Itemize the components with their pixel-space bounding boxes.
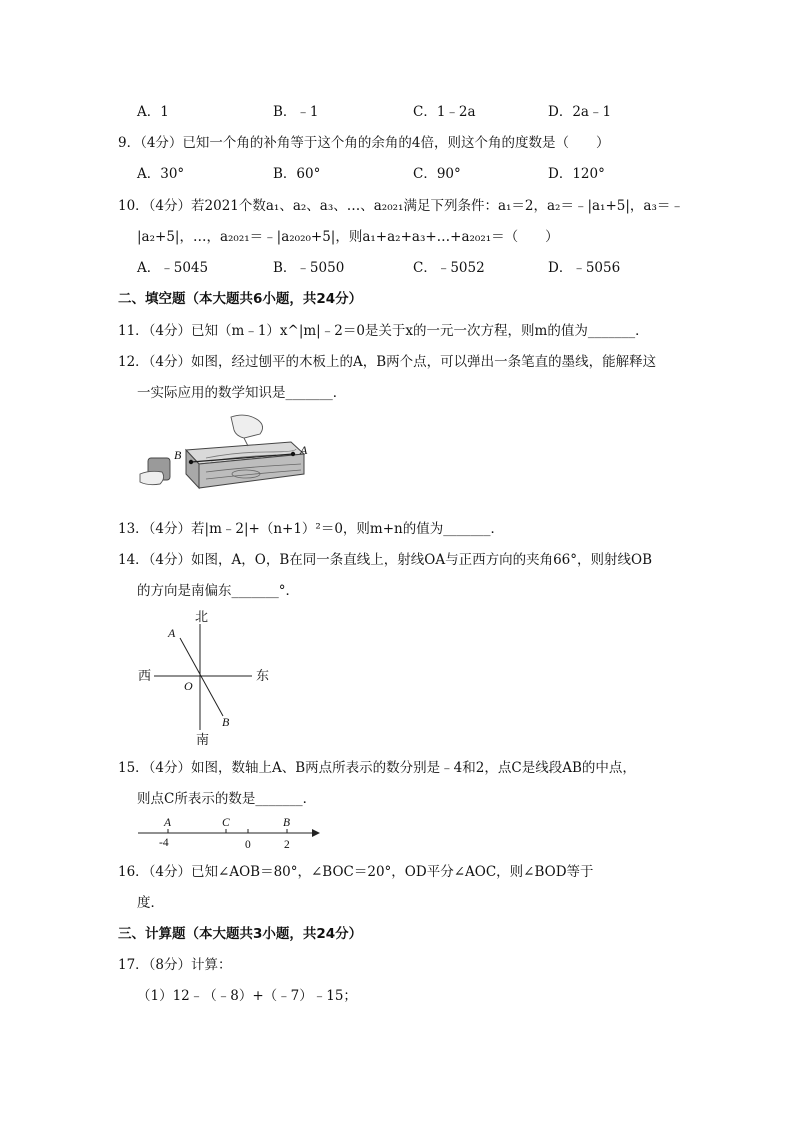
wood-board-figure [136,412,316,502]
number-line-figure [134,812,324,854]
q9-option-c: C．90° [413,166,461,182]
point-label-c: C [222,817,230,829]
q10-option-c: C．﹣5052 [413,260,485,276]
point-label-a: A [164,817,172,829]
q16-line1: 16．（4分）已知∠AOB＝80°，∠BOC＝20°，OD平分∠AOC，则∠BOD等于 [118,864,594,880]
q13-text: 13．（4分）若|m﹣2|+（n+1）²＝0，则m+n的值为_______． [118,521,504,537]
section3-heading: 三、计算题（本大题共3小题，共24分） [118,926,363,942]
q16-line2: 度． [137,895,164,911]
label-o: O [184,679,193,693]
q14-line1: 14．（4分）如图，A，O，B在同一条直线上，射线OA与正西方向的夹角66°，则射线OB [118,552,652,568]
q10-option-b: B．﹣5050 [273,260,345,276]
q9-option-b: B．60° [273,166,321,182]
q14-line2: 的方向是南偏东_______°． [137,583,299,599]
tick-label-0: 0 [245,839,251,851]
label-north: 北 [195,609,209,624]
tick-label-neg4: -4 [159,837,169,849]
point-a-dot [291,452,295,456]
number-line-arrow [312,829,320,837]
tick-label-2: 2 [284,839,290,851]
q11-text: 11．（4分）已知（m﹣1）x^|m|﹣2＝0是关于x的一元一次方程，则m的值为_______． [118,323,649,339]
label-a: A [168,626,176,640]
hand-right [231,415,263,438]
label-west: 西 [138,668,152,683]
point-b-dot [189,460,193,464]
q8-option-d: D．2a﹣1 [548,104,612,120]
line-ab [180,638,223,716]
label-b: B [222,715,230,729]
q9-option-a: A．30° [137,166,185,182]
q10-option-a: A．﹣5045 [137,260,209,276]
q10-line2: |a₂+5|，…，a₂₀₂₁＝﹣|a₂₀₂₀+5|，则a₁+a₂+a₃+…+a₂₀₂₁＝（ ） [137,229,559,245]
label-a: A [300,443,308,457]
q12-line1: 12．（4分）如图，经过刨平的木板上的A，B两个点，可以弹出一条笔直的墨线，能解释这 [118,354,657,370]
q10-line1: 10．（4分）若2021个数a₁、a₂、a₃、…、a₂₀₂₁满足下列条件：a₁＝2，a₂＝﹣|a₁+5|，a₃＝﹣ [118,198,684,214]
q17-line2: （1）12﹣（﹣8）+（﹣7）﹣15； [137,988,357,1004]
label-east: 东 [256,668,270,683]
compass-figure [134,608,279,750]
q8-option-c: C．1﹣2a [413,104,476,120]
q9-option-d: D．120° [548,166,605,182]
label-south: 南 [196,732,210,747]
q15-line1: 15．（4分）如图，数轴上A、B两点所表示的数分别是﹣4和2，点C是线段AB的中点， [118,760,636,776]
q8-option-a: A．1 [137,104,169,120]
point-label-b: B [283,817,291,829]
q8-option-b: B．﹣1 [273,104,319,120]
q9-text: 9．（4分）已知一个角的补角等于这个角的余角的4倍，则这个角的度数是（ ） [118,135,610,151]
q10-option-d: D．﹣5056 [548,260,621,276]
hand-left [140,471,164,484]
label-b: B [174,448,182,462]
section2-heading: 二、填空题（本大题共6小题，共24分） [118,291,363,307]
q15-line2: 则点C所表示的数是_______． [137,791,317,807]
q12-line2: 一实际应用的数学知识是_______． [137,385,347,401]
q17-line1: 17．（8分）计算： [118,957,232,973]
